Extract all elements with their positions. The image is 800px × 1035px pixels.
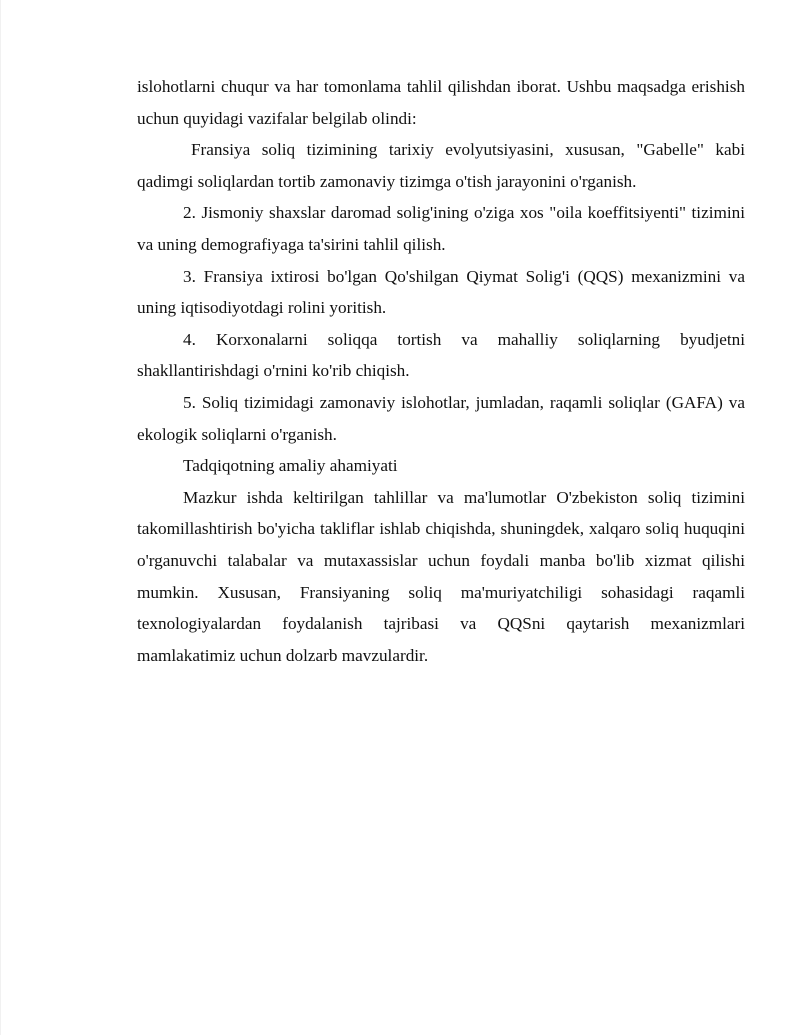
paragraph-intro-continuation: islohotlarni chuqur va har tomonlama tahlil qilishdan iborat. Ushbu maqsadga erishish uchun quyidagi vazifalar belgilab olindi: — [137, 77, 745, 128]
document-body — [137, 71, 745, 671]
task-item-2: 2. Jismoniy shaxslar daromad solig'ining o'ziga xos "oila koeffitsiyenti" tizimini va uning demografiyaga ta'sirini tahlil qilish. — [137, 203, 745, 254]
task-item-1: Fransiya soliq tizimining tarixiy evolyutsiyasini, xususan, "Gabelle" kabi qadimgi soliqlardan tortib zamonaviy tizimga o'tish jarayonini o'rganish. — [137, 140, 745, 191]
paragraph-practical-significance: Mazkur ishda keltirilgan tahlillar va ma'lumotlar O'zbekiston soliq tizimini takomillashtirish bo'yicha takliflar ishlab chiqishda, shuningdek, xalqaro soliq huquqini o'rganuvchi talabalar va mutaxassislar uchun foydali manba bo'lib xizmat qilishi mumkin. Xususan, Fransiyaning soliq ma'muriyatchiligi sohasidagi raqamli texnologiyalardan foydalanish tajribasi va QQSni qaytarish mexanizmlari mamlakatimiz uchun dolzarb mavzulardir. — [137, 487, 745, 665]
section-heading-practical-significance: Tadqiqotning amaliy ahamiyati — [183, 456, 398, 476]
task-item-5: 5. Soliq tizimidagi zamonaviy islohotlar, jumladan, raqamli soliqlar (GAFA) va ekologik soliqlarni o'rganish. — [137, 392, 745, 444]
task-item-3: 3. Fransiya ixtirosi bo'lgan Qo'shilgan Qiymat Solig'i (QQS) mexanizmini va uning iqtisodiyotdagi rolini yoritish. — [137, 266, 745, 318]
task-item-4: 4. Korxonalarni soliqqa tortish va mahalliy soliqlarning byudjetni shakllantirishdagi o'rnini ko'rib chiqish. — [137, 329, 745, 381]
